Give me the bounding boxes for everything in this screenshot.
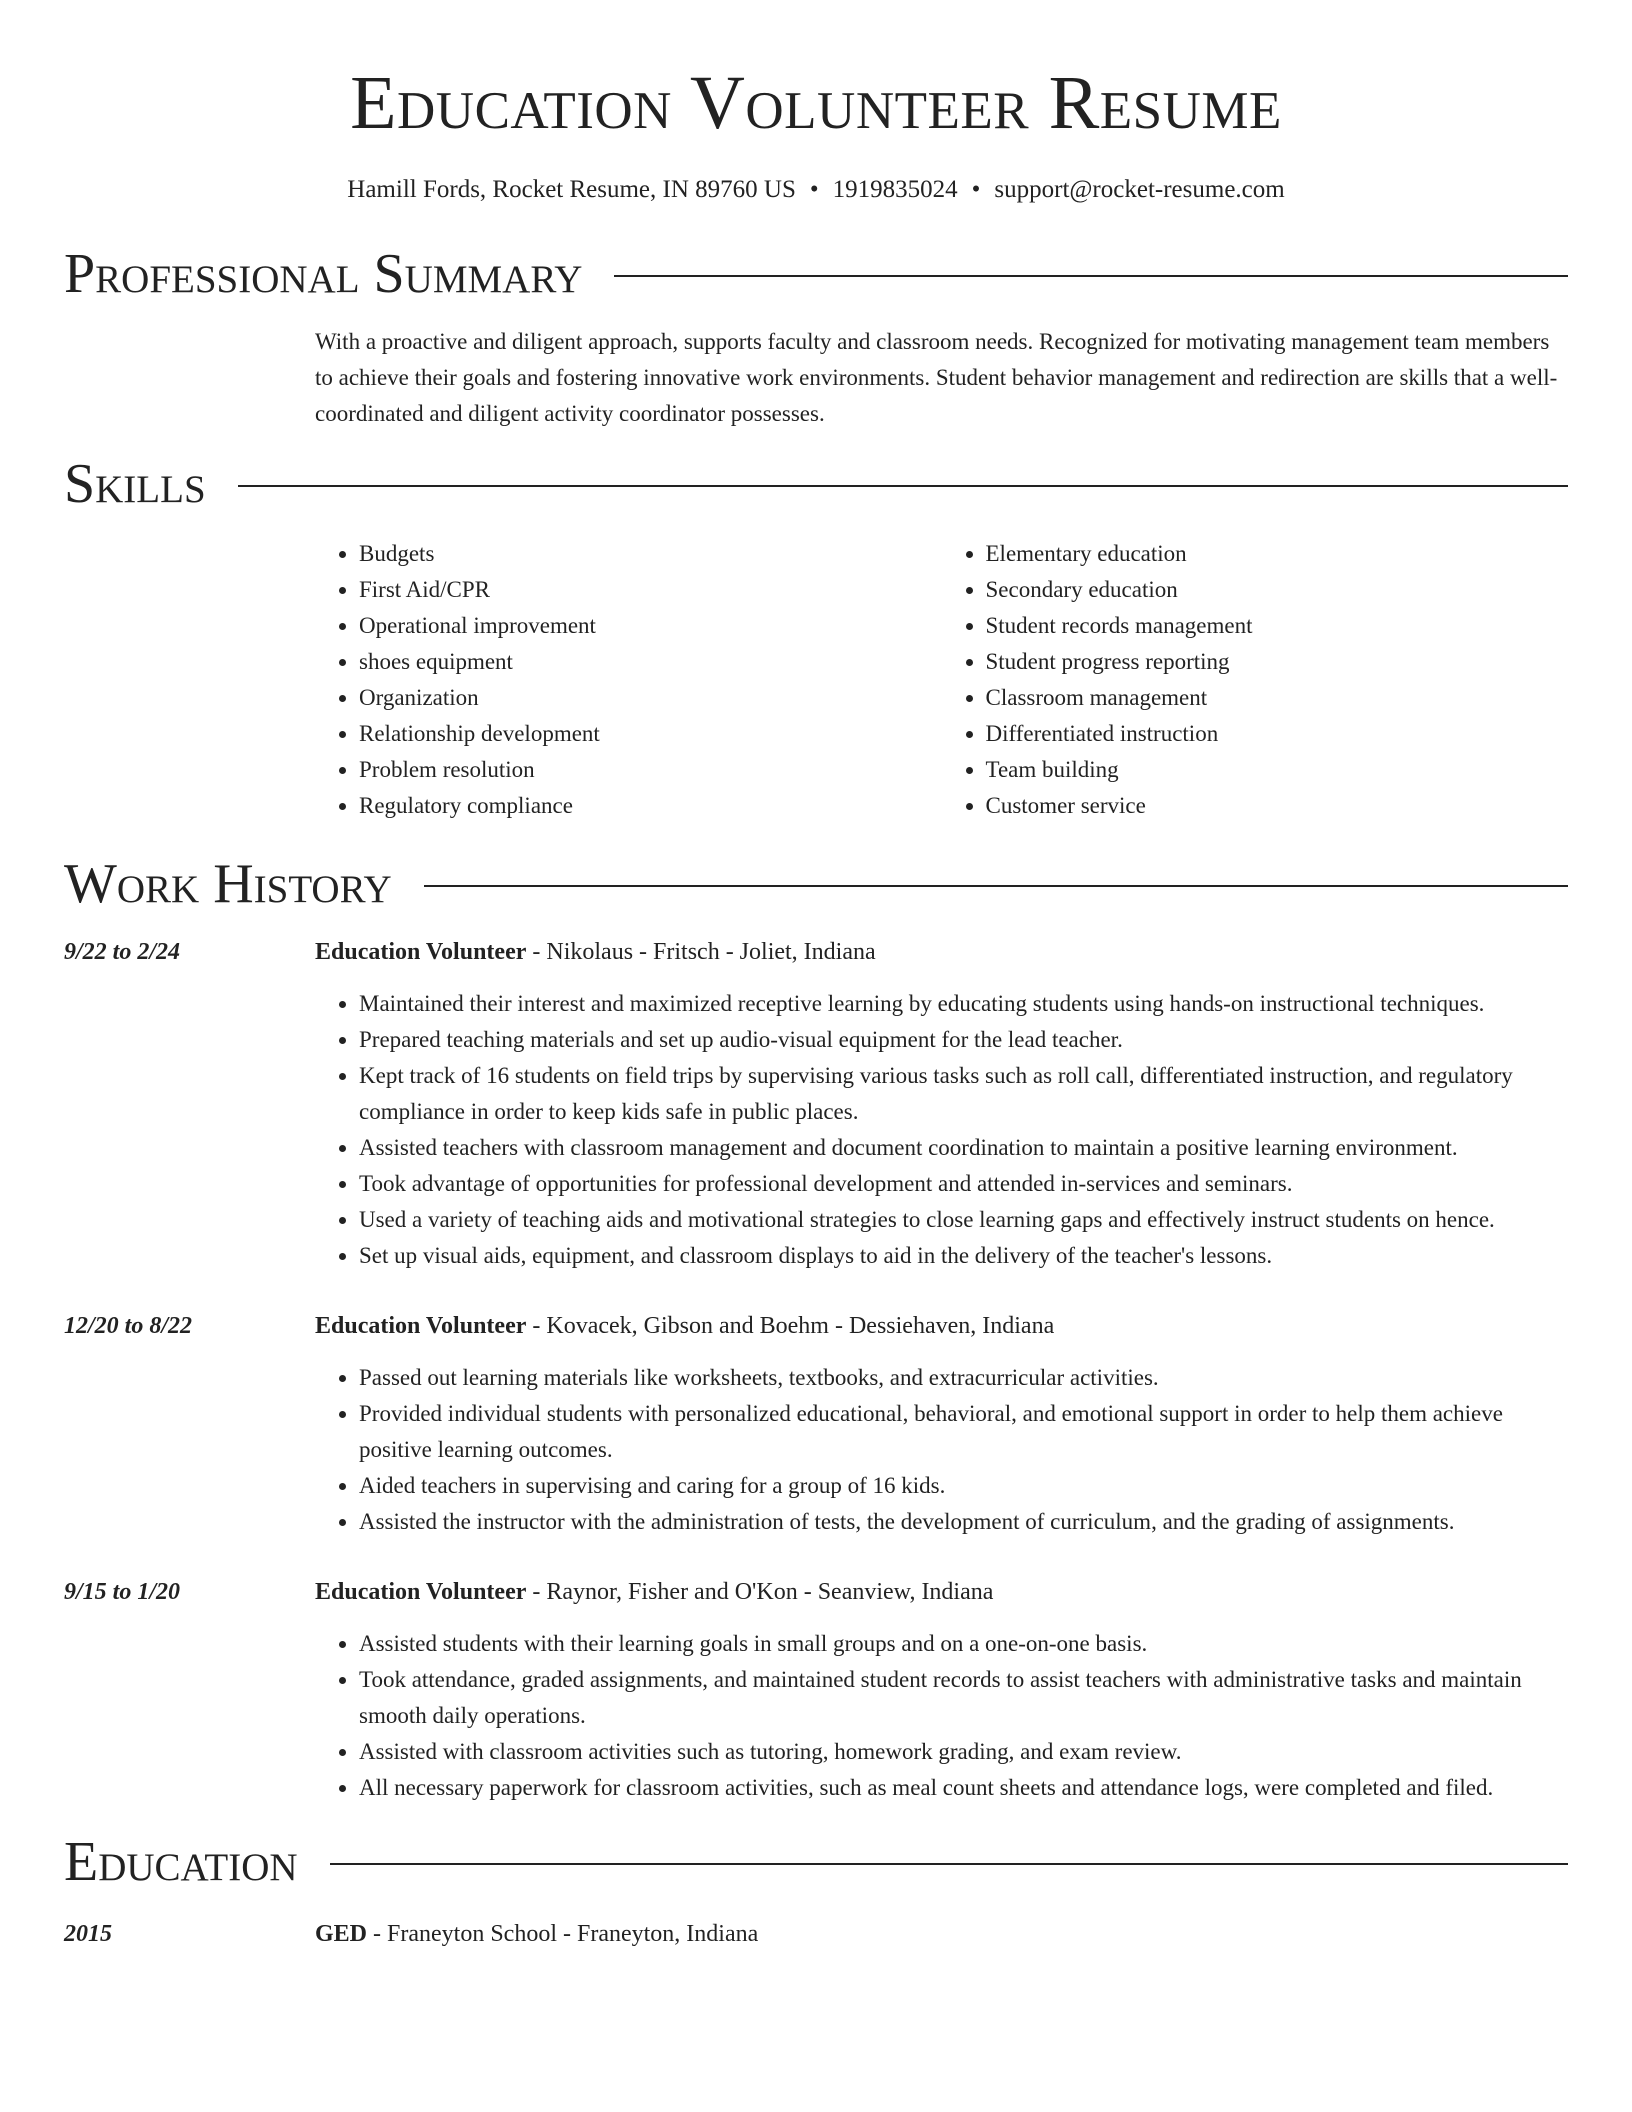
- skill-item: • Student progress reporting: [986, 644, 1569, 680]
- contact-address: Hamill Fords, Rocket Resume, IN 89760 US: [347, 176, 796, 203]
- job-employer-location: - Kovacek, Gibson and Boehm - Dessiehaven, Indiana: [526, 1313, 1055, 1339]
- skill-item: • Relationship development: [359, 716, 942, 752]
- job-detail: [315, 934, 1568, 1274]
- section-divider: [614, 275, 1568, 277]
- job-bullet: • Kept track of 16 students on field trips by supervising various tasks such as roll call, differentiated instruction, and regulatory compliance in order to keep kids safe in public places.: [359, 1058, 1568, 1130]
- job-detail: [315, 1574, 1568, 1806]
- skill-item: • Organization: [359, 680, 942, 716]
- skill-item: • Regulatory compliance: [359, 788, 942, 824]
- skill-item: • shoes equipment: [359, 644, 942, 680]
- job-bullet: • Set up visual aids, equipment, and classroom displays to aid in the delivery of the teacher's lessons.: [359, 1238, 1568, 1274]
- job-bullets: [315, 1626, 1568, 1806]
- work-heading: Work History: [64, 853, 392, 915]
- job-bullet: • Aided teachers in supervising and caring for a group of 16 kids.: [359, 1468, 1568, 1504]
- contact-separator: •: [971, 176, 981, 203]
- job-bullet: • All necessary paperwork for classroom activities, such as meal count sheets and attendance logs, were completed and filed.: [359, 1770, 1568, 1806]
- work-section-header: [64, 852, 1568, 916]
- work-history-list: [64, 934, 1568, 1806]
- job-bullet: • Assisted teachers with classroom management and document coordination to maintain a positive learning environment.: [359, 1130, 1568, 1166]
- education-list: [64, 1916, 1568, 1952]
- skills-section-header: [64, 452, 1568, 516]
- education-degree: GED: [315, 1921, 368, 1947]
- skill-item: • Problem resolution: [359, 752, 942, 788]
- job-bullet: • Assisted with classroom activities such as tutoring, homework grading, and exam review.: [359, 1734, 1568, 1770]
- education-entry: [64, 1916, 1568, 1952]
- education-date: 2015: [64, 1921, 112, 1947]
- skill-item: • Differentiated instruction: [986, 716, 1569, 752]
- skills-column-left: [315, 536, 942, 824]
- contact-phone: 1919835024: [832, 176, 958, 203]
- skill-item: • Customer service: [986, 788, 1569, 824]
- education-section-header: [64, 1830, 1568, 1894]
- summary-text: With a proactive and diligent approach, supports faculty and classroom needs. Recognized for motivating management team members to achieve their goals and fostering innovative work environments. Student behavior management and redirection are skills that a well-coordinated and diligent activity coordinator possesses.: [315, 329, 1558, 426]
- job-bullet: • Maintained their interest and maximized receptive learning by educating students using hands-on instructional techniques.: [359, 986, 1568, 1022]
- section-divider: [424, 885, 1568, 887]
- contact-line: [64, 174, 1568, 206]
- job-title: Education Volunteer: [315, 939, 527, 965]
- job-bullet: • Assisted students with their learning goals in small groups and on a one-on-one basis.: [359, 1626, 1568, 1662]
- skills-list: [315, 536, 1568, 824]
- resume-page: [64, 0, 1568, 1952]
- summary-heading: Professional Summary: [64, 243, 583, 305]
- job-heading: [315, 1574, 1568, 1610]
- job-bullet: • Used a variety of teaching aids and motivational strategies to close learning gaps and effectively instruct students on hence.: [359, 1202, 1568, 1238]
- job-entry: [64, 1308, 1568, 1540]
- skill-item: • Budgets: [359, 536, 942, 572]
- job-bullets: [315, 1360, 1568, 1540]
- job-date: 9/22 to 2/24: [64, 939, 181, 965]
- job-detail: [315, 1308, 1568, 1540]
- skill-item: • Elementary education: [986, 536, 1569, 572]
- job-bullets: [315, 986, 1568, 1274]
- education-school-location: - Franeyton School - Franeyton, Indiana: [367, 1921, 759, 1947]
- job-title: Education Volunteer: [315, 1579, 527, 1605]
- job-employer-location: - Raynor, Fisher and O'Kon - Seanview, Indiana: [526, 1579, 994, 1605]
- section-divider: [330, 1863, 1568, 1865]
- skill-item: • Classroom management: [986, 680, 1569, 716]
- job-date: 9/15 to 1/20: [64, 1579, 181, 1605]
- skills-column-right: [942, 536, 1569, 824]
- job-bullet: • Provided individual students with personalized educational, behavioral, and emotional support in order to help them achieve positive learning outcomes.: [359, 1396, 1568, 1468]
- skills-heading: Skills: [64, 453, 206, 515]
- education-heading: Education: [64, 1831, 298, 1893]
- job-heading: [315, 1308, 1568, 1344]
- contact-separator: •: [809, 176, 819, 203]
- skill-item: • Secondary education: [986, 572, 1569, 608]
- job-date: 12/20 to 8/22: [64, 1313, 193, 1339]
- section-divider: [238, 485, 1568, 487]
- job-title: Education Volunteer: [315, 1313, 527, 1339]
- job-employer-location: - Nikolaus - Fritsch - Joliet, Indiana: [526, 939, 876, 965]
- job-bullet: • Prepared teaching materials and set up audio-visual equipment for the lead teacher.: [359, 1022, 1568, 1058]
- job-bullet: • Passed out learning materials like worksheets, textbooks, and extracurricular activities.: [359, 1360, 1568, 1396]
- skill-item: • Team building: [986, 752, 1569, 788]
- contact-email: support@rocket-resume.com: [994, 176, 1285, 203]
- education-heading-line: [315, 1916, 758, 1952]
- job-bullet: • Took advantage of opportunities for professional development and attended in-services and seminars.: [359, 1166, 1568, 1202]
- skill-item: • Operational improvement: [359, 608, 942, 644]
- skill-item: • First Aid/CPR: [359, 572, 942, 608]
- job-bullet: • Assisted the instructor with the administration of tests, the development of curriculum, and the grading of assignments.: [359, 1504, 1568, 1540]
- job-entry: [64, 934, 1568, 1274]
- job-entry: [64, 1574, 1568, 1806]
- job-heading: [315, 934, 1568, 970]
- resume-title: Education Volunteer Resume: [350, 61, 1282, 145]
- summary-section-header: [64, 242, 1568, 306]
- skill-item: • Student records management: [986, 608, 1569, 644]
- job-bullet: • Took attendance, graded assignments, and maintained student records to assist teachers with administrative tasks and maintain smooth daily operations.: [359, 1662, 1568, 1734]
